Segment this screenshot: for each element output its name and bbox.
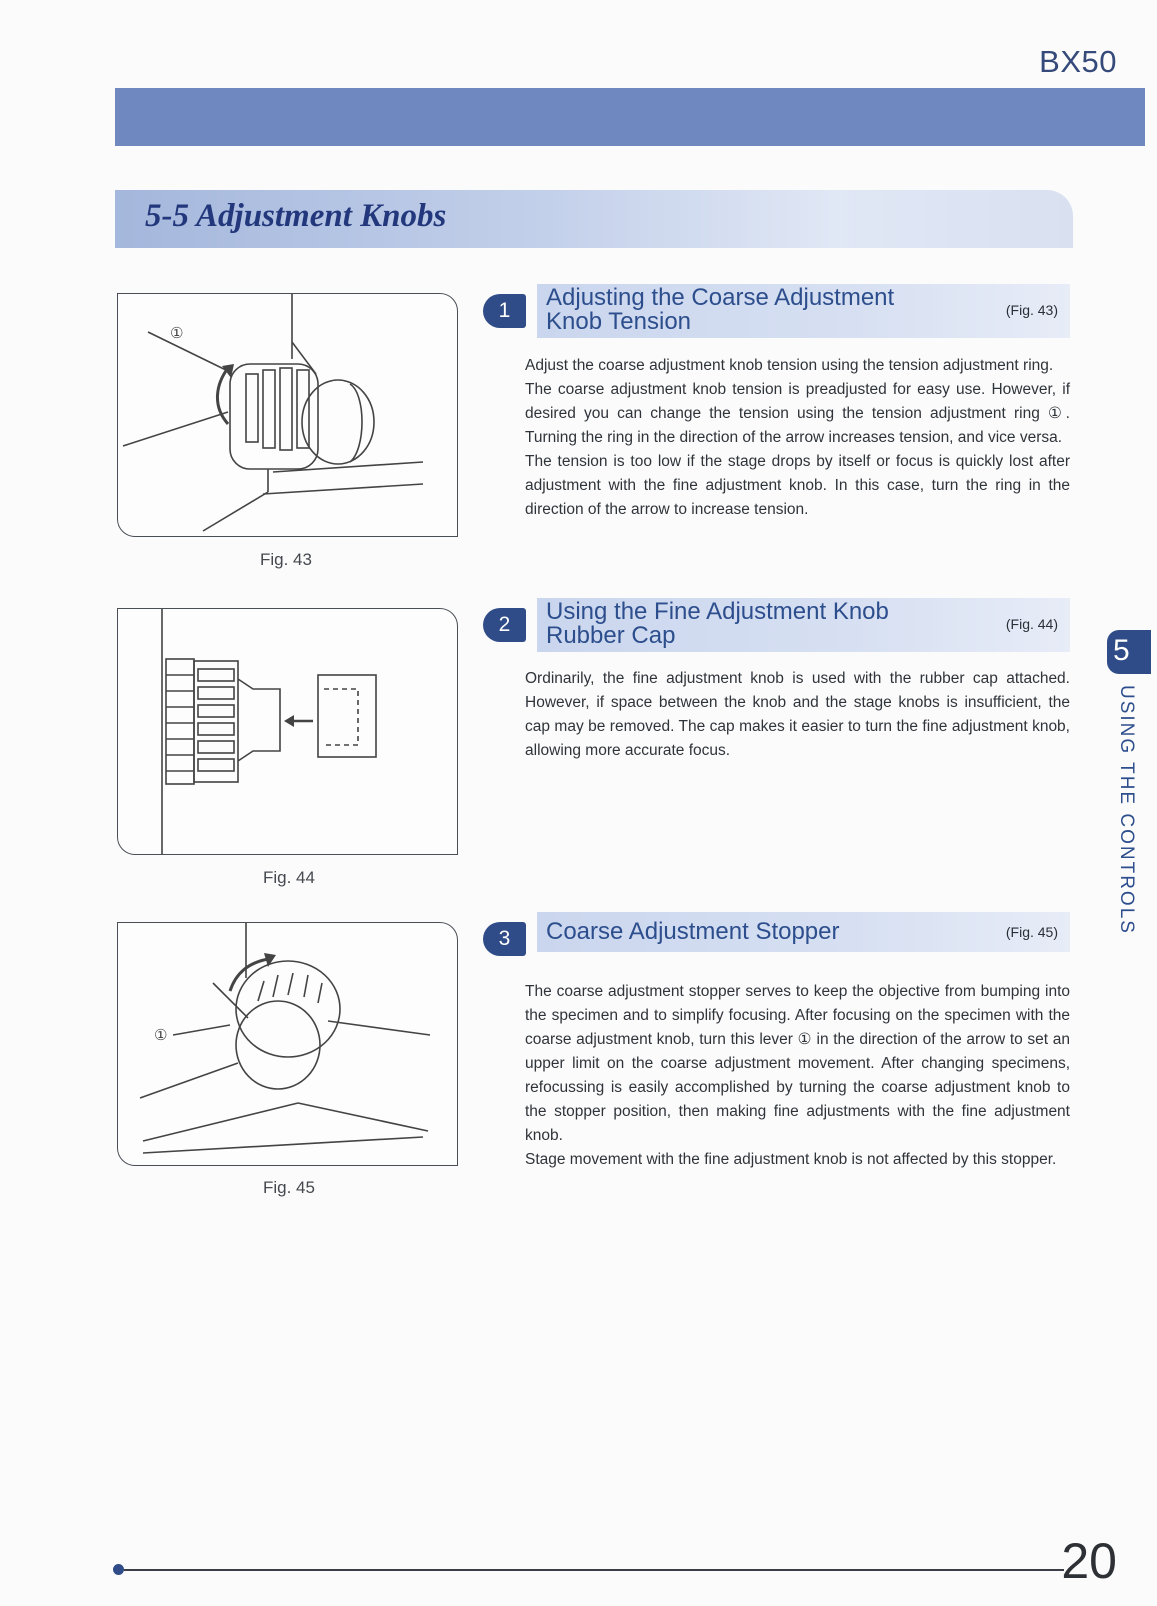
figure-44-label: Fig. 44: [263, 868, 315, 887]
page-number: 20: [1061, 1533, 1117, 1589]
step-1-paragraph: The coarse adjustment knob tension is preadjusted for easy use. However, if desired you can change the tension using the tension adjustment ring ①. Turning the ring in the direction of the arrow increases tension, and vice versa.: [525, 381, 1070, 446]
header-bar: [115, 88, 1145, 146]
model-name: BX50: [1039, 44, 1117, 79]
step-3-paragraph: Stage movement with the fine adjustment knob is not affected by this stopper.: [525, 1151, 1057, 1168]
step-2-fig-ref: (Fig. 44): [1005, 616, 1058, 632]
footer-dot: [113, 1564, 124, 1575]
step-2-title-line2: Rubber Cap: [546, 622, 676, 649]
step-1-paragraph: Adjust the coarse adjustment knob tension using the tension adjustment ring.: [525, 357, 1054, 374]
step-2-title-line1: Using the Fine Adjustment Knob: [546, 598, 889, 625]
step-3-title-bar: [537, 912, 1070, 952]
footer-rule: [124, 1569, 1064, 1571]
step-2-title-bar: [537, 598, 1070, 652]
step-1-title: [546, 286, 894, 334]
step-3-title: Coarse Adjustment Stopper: [546, 918, 840, 945]
step-2-body: [525, 667, 1070, 763]
chapter-tab-title: USING THE CONTROLS: [1116, 685, 1137, 935]
step-2-number: 2: [483, 608, 526, 642]
section-banner: [115, 190, 1073, 248]
step-1-heading: [483, 284, 1070, 338]
figure-45-callout: ①: [154, 1027, 168, 1044]
step-2-heading: [483, 598, 1070, 652]
figure-44-illustration: [117, 608, 458, 855]
chapter-tab: [1107, 630, 1151, 674]
step-3-heading: [483, 912, 1070, 966]
step-3-number: 3: [483, 922, 526, 956]
figure-43-label: Fig. 43: [260, 550, 312, 569]
section-title: 5-5 Adjustment Knobs: [145, 198, 447, 234]
step-1-body: [525, 354, 1070, 522]
step-2-title: [546, 600, 889, 648]
figure-45-illustration: [117, 922, 458, 1166]
step-1-title-line1: Adjusting the Coarse Adjustment: [546, 284, 895, 311]
step-1-title-bar: [537, 284, 1070, 338]
figure-43-illustration: [117, 293, 458, 537]
step-1-paragraph: The tension is too low if the stage drops by itself or focus is quickly lost after adjustment with the fine adjustment knob. In this case, turn the ring in the direction of the arrow to increase tension.: [525, 453, 1070, 518]
step-1-number: 1: [483, 294, 526, 328]
step-3-body: [525, 980, 1070, 1172]
figure-43-callout: ①: [170, 325, 184, 342]
chapter-tab-number: 5: [1113, 634, 1130, 667]
step-3-fig-ref: (Fig. 45): [1005, 924, 1058, 940]
step-1-title-line2: Knob Tension: [546, 308, 692, 335]
figure-45-label: Fig. 45: [263, 1178, 315, 1197]
step-1-fig-ref: (Fig. 43): [1005, 302, 1058, 318]
step-3-paragraph: The coarse adjustment stopper serves to keep the objective from bumping into the specimen and to simplify focusing. After focusing on the specimen with the coarse adjustment knob, turn this lever ① in the direction of the arrow to set an upper limit on the coarse adjustment movement. After changing specimens, refocussing is easily accomplished by turning the coarse adjustment knob to the stopper position, then making fine adjustments with the fine adjustment knob.: [525, 983, 1070, 1144]
step-2-paragraph: Ordinarily, the fine adjustment knob is used with the rubber cap attached. However, if space between the knob and the stage knobs is insufficient, the cap may be removed. The cap makes it easier to turn the fine adjustment knob, allowing more accurate focus.: [525, 670, 1070, 759]
